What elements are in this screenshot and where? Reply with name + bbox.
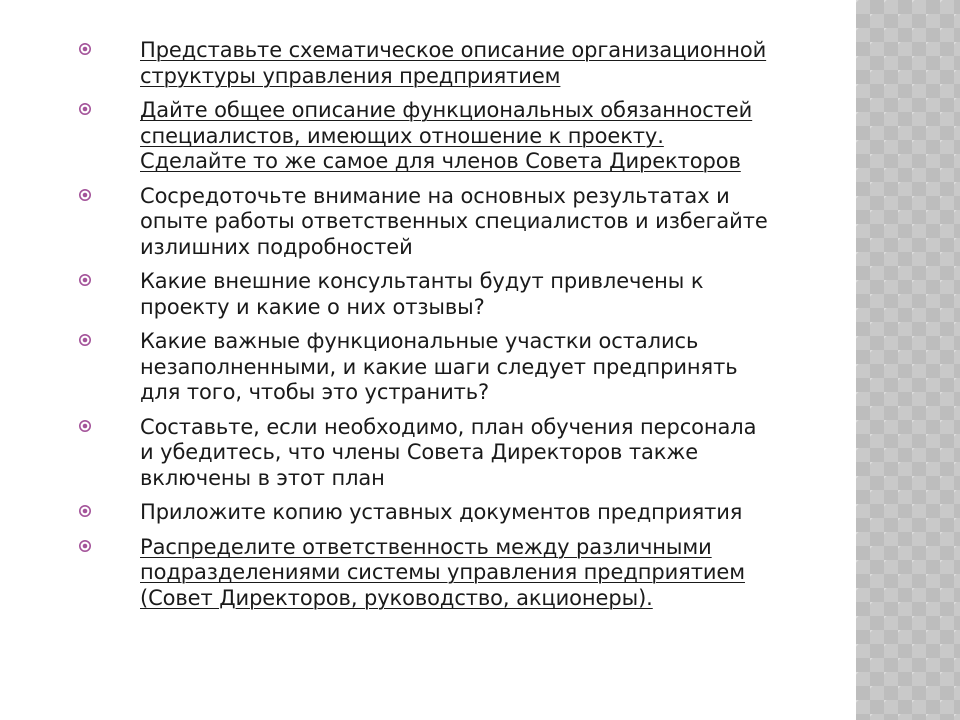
- bullet-text-training: Составьте, если необходимо, план обучения персонала и убедитесь, что члены Совета Директоров также включены в этот план: [140, 414, 757, 490]
- target-bullet-icon: [78, 188, 92, 202]
- bullet-text-results: Сосредоточьте внимание на основных результатах и опыте работы ответственных специалистов и избегайте излишних подробностей: [140, 183, 768, 259]
- bullet-item-8: [78, 535, 838, 612]
- bullet-link-org-structure[interactable]: Представьте схематическое описание организационной структуры управления предприятием: [140, 38, 767, 88]
- bullet-link-responsibility[interactable]: Распределите ответственность между различными подразделениями системы управления предприятием (Совет Директоров, руководство, акционеры).: [140, 534, 745, 610]
- bullet-item-2: [78, 98, 838, 175]
- bullet-item-4: [78, 269, 838, 320]
- bullet-item-1: [78, 38, 838, 89]
- target-bullet-icon: [78, 42, 92, 56]
- bullet-text-documents: Приложите копию уставных документов предприятия: [140, 500, 743, 524]
- bullet-text-gaps: Какие важные функциональные участки остались незаполненными, и какие шаги следует предпринять для того, чтобы это устранить?: [140, 329, 738, 404]
- target-bullet-icon: [78, 419, 92, 433]
- bullet-item-6: [78, 415, 838, 492]
- bullet-text-consultants: Какие внешние консультанты будут привлечены к проекту и какие о них отзывы?: [140, 269, 704, 319]
- target-bullet-icon: [78, 333, 92, 347]
- bullet-item-5: [78, 329, 838, 406]
- bullet-link-duties[interactable]: Дайте общее описание функциональных обязанностей специалистов, имеющих отношение к проекту. Сделайте то же самое для членов Совета Директоров: [140, 98, 753, 173]
- target-bullet-icon: [78, 504, 92, 518]
- bullet-item-3: [78, 184, 838, 261]
- bullet-list: [78, 38, 838, 620]
- target-bullet-icon: [78, 539, 92, 553]
- decorative-side-pattern: [856, 0, 960, 720]
- target-bullet-icon: [78, 102, 92, 116]
- target-bullet-icon: [78, 273, 92, 287]
- bullet-item-7: [78, 500, 838, 526]
